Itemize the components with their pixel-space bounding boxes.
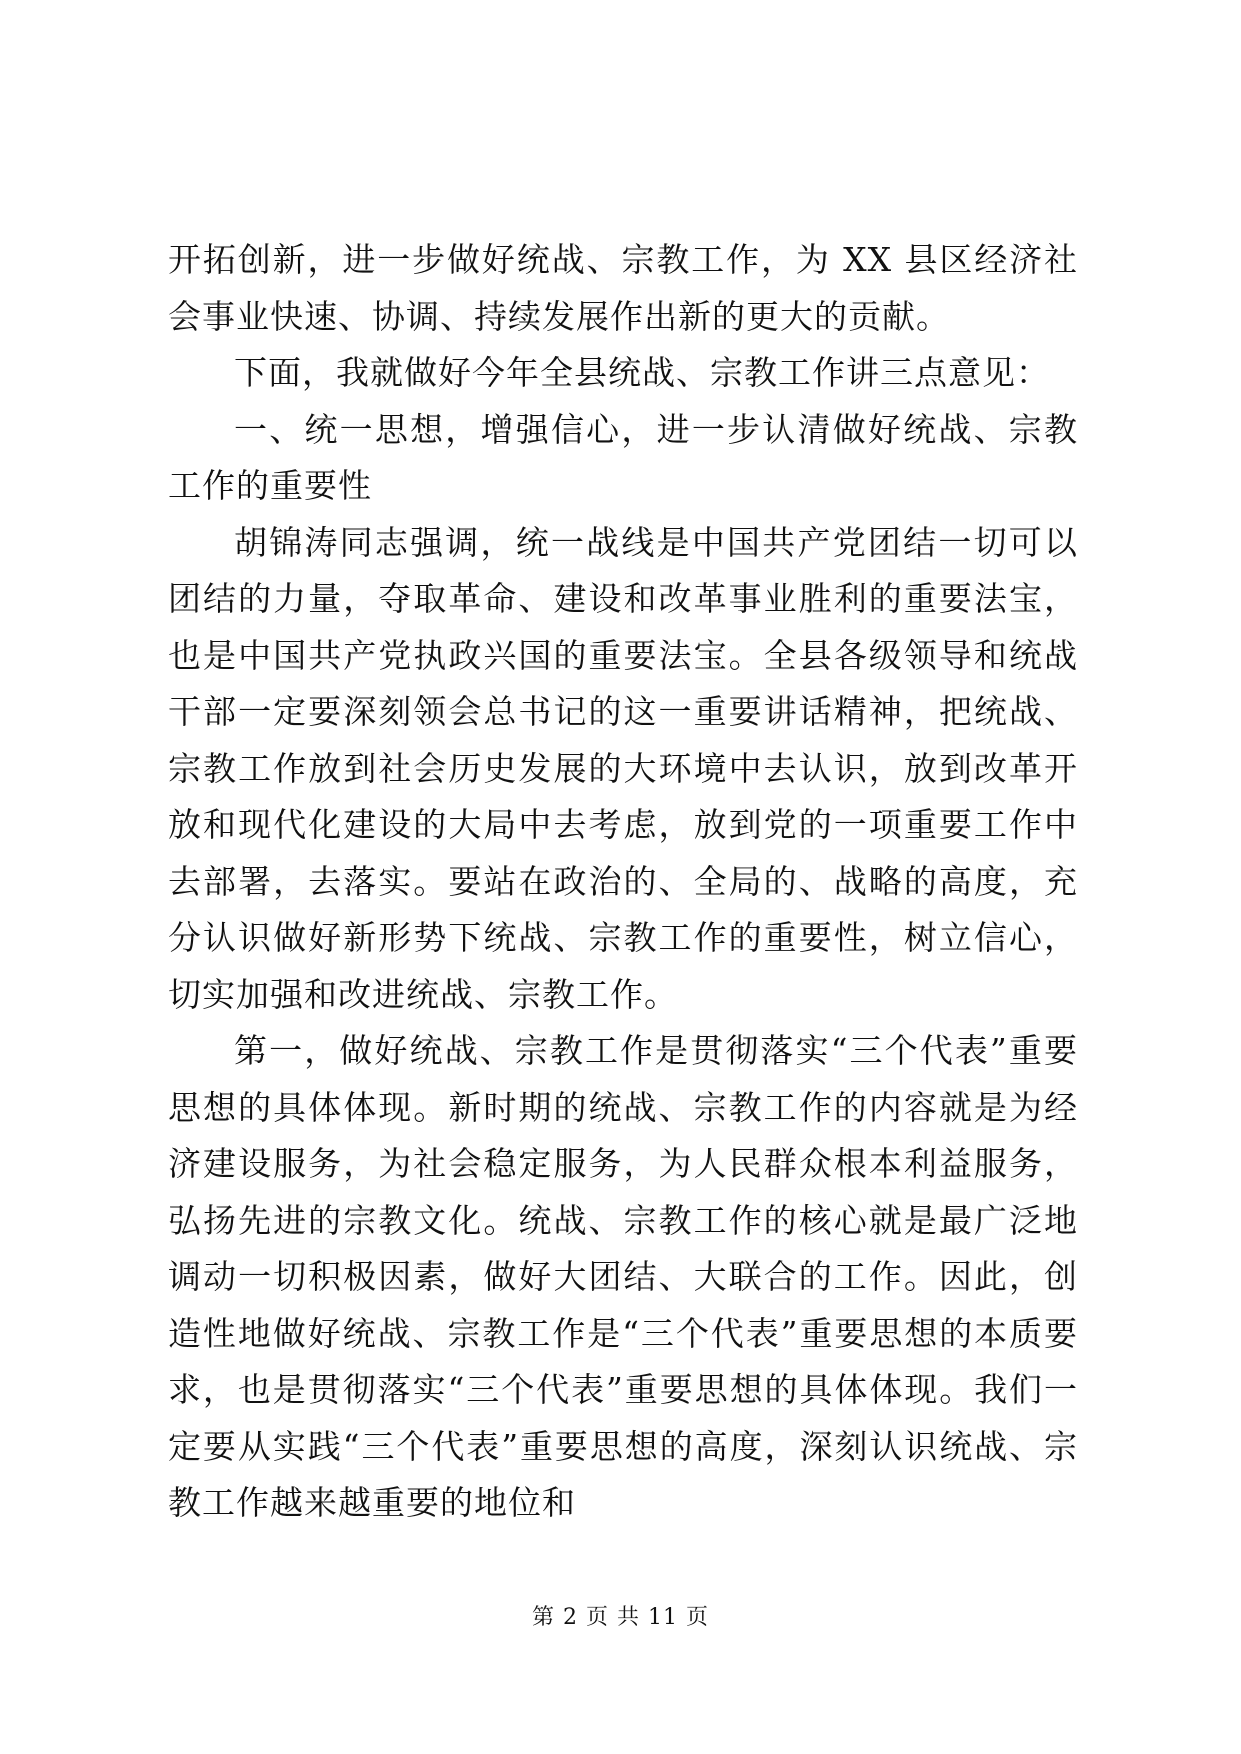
- paragraph-intro: 下面，我就做好今年全县统战、宗教工作讲三点意见：: [234, 353, 1050, 392]
- document-body: [168, 232, 1078, 1532]
- paragraph-body: 胡锦涛同志强调，统一战线是中国共产党团结一切可以团结的力量，夺取革命、建设和改革事业胜利的重要法宝，也是中国共产党执政兴国的重要法宝。全县各级领导和统战干部一定要深刻领会总书记的这一重要讲话精神，把统战、宗教工作放到社会历史发展的大环境中去认识，放到改革开放和现代化建设的大局中去考虑，放到党的一项重要工作中去部署，去落实。要站在政治的、全局的、战略的高度，充分认识做好新形势下统战、宗教工作的重要性，树立信心，切实加强和改进统战、宗教工作。: [168, 522, 1078, 1014]
- paragraph-point-1: 第一，做好统战、宗教工作是贯彻落实“三个代表”重要思想的具体体现。新时期的统战、宗教工作的内容就是为经济建设服务，为社会稳定服务，为人民群众根本利益服务，弘扬先进的宗教文化。统战、宗教工作的核心就是最广泛地调动一切积极因素，做好大团结、大联合的工作。因此，创造性地做好统战、宗教工作是“三个代表”重要思想的本质要求，也是贯彻落实“三个代表”重要思想的具体体现。我们一定要从实践“三个代表”重要思想的高度，深刻认识统战、宗教工作越来越重要的地位和: [168, 1031, 1078, 1522]
- page-number-footer: 第 2 页 共 11 页: [532, 1605, 709, 1630]
- paragraph-continuation: 开拓创新，进一步做好统战、宗教工作，为 XX 县区经济社会事业快速、协调、持续发展作出新的更大的贡献。: [168, 240, 1078, 336]
- section-heading-1: 一、统一思想，增强信心，进一步认清做好统战、宗教工作的重要性: [168, 409, 1078, 505]
